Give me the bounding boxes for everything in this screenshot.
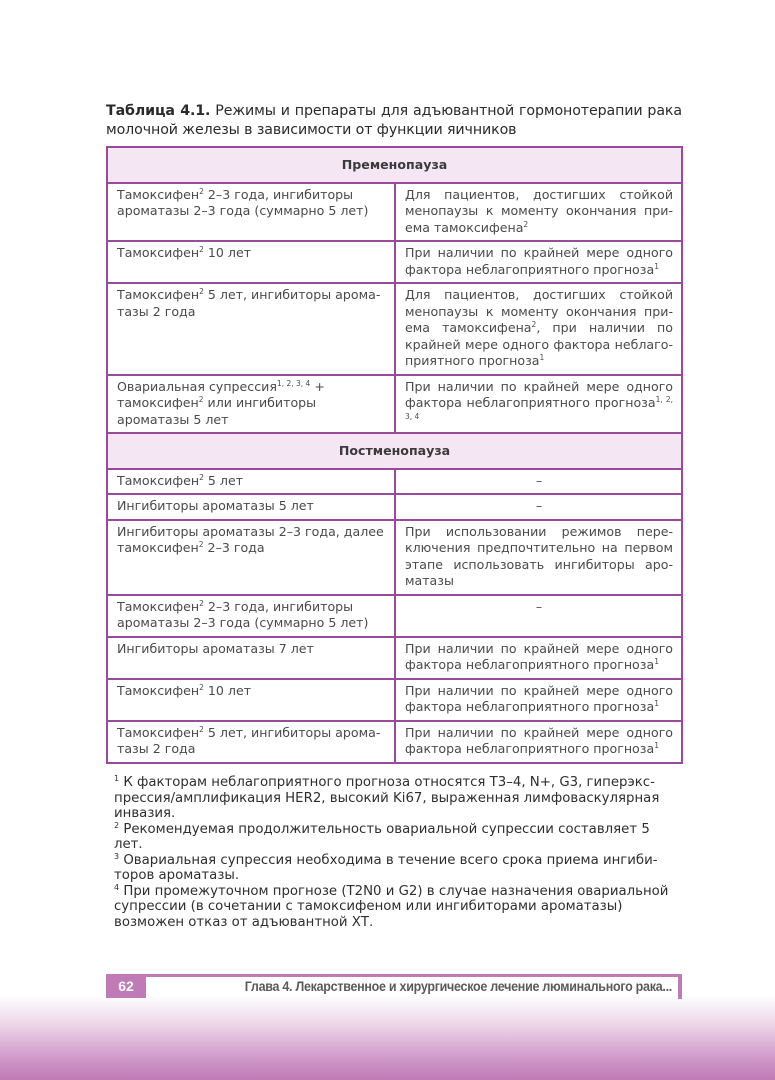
table-caption-label: Таблица 4.1. xyxy=(106,103,211,119)
footnotes xyxy=(114,775,680,930)
cell-text: При наличии по крайней мере одного фактора неблагоприятного прогноза xyxy=(405,682,674,714)
footnote-ref: 2 xyxy=(199,724,204,734)
footnote-text: При промежуточном прогнозе (T2N0 и G2) в случае назначения овариальной супрессии (в сочетании с тамоксифеном или ингибиторами ароматазы) возможен отказ от адъювантной ХТ. xyxy=(114,883,669,930)
footnote-ref: 2 xyxy=(199,598,204,608)
note-cell xyxy=(395,494,682,520)
cell-text: Тамоксифен xyxy=(117,287,200,302)
cell-text: + тамоксифен xyxy=(117,378,325,410)
footnote xyxy=(114,822,680,853)
note-cell xyxy=(395,595,682,637)
cell-text: – xyxy=(535,498,543,513)
cell-text: Ингибиторы ароматазы 5 лет xyxy=(117,498,314,513)
footnote-ref: 1 xyxy=(539,353,545,362)
regimen-cell xyxy=(107,679,395,721)
note-cell xyxy=(395,679,682,721)
table-row xyxy=(107,520,682,595)
regimens-table xyxy=(106,146,683,764)
table-row xyxy=(107,469,682,495)
section-title: Постменопауза xyxy=(107,433,682,469)
cell-text: 10 лет xyxy=(203,682,252,698)
footnote-ref: 2 xyxy=(198,540,204,549)
cell-text: – xyxy=(535,472,543,488)
table-row xyxy=(107,637,682,679)
footnote-ref: 2 xyxy=(198,395,204,404)
cell-text: Ингибиторы ароматазы 7 лет xyxy=(117,640,314,656)
cell-text: 2–3 года, ингибиторы ароматазы 2–3 года (суммарно 5 лет) xyxy=(117,598,369,630)
regimen-cell xyxy=(107,183,395,242)
section-header-row xyxy=(107,147,682,183)
running-head: Глава 4. Лекарственное и хирургическое лечение люминального рака... xyxy=(244,979,673,994)
cell-text: – xyxy=(535,598,543,614)
footnote xyxy=(114,853,680,884)
regimen-cell xyxy=(107,469,395,495)
footnote-ref: 1 xyxy=(654,657,659,666)
footnote-ref: 2 xyxy=(199,186,204,196)
footnote-mark: 4 xyxy=(114,882,120,892)
footnote-mark: 2 xyxy=(114,820,120,830)
footnote-text: Овариальная супрессия необходима в течение всего срока приема ингибиторов ароматазы. xyxy=(114,852,658,883)
footnote-ref: 2 xyxy=(199,682,204,692)
note-cell xyxy=(395,241,682,283)
footnote-text: К факторам неблагоприятного прогноза относятся T3–4, N+, G3, гиперэкспрессия/амплификация HER2, высокий Ki67, выраженная лимфоваскулярная инвазия. xyxy=(114,775,660,821)
regimen-cell xyxy=(107,721,395,763)
cell-text: 5 лет, ингибиторы ароматазы 2 года xyxy=(117,724,381,756)
cell-text: 5 лет xyxy=(203,472,244,488)
footnote-ref: 1 xyxy=(654,699,659,708)
cell-text: При наличии по крайней мере одного фактора неблагоприятного прогноза xyxy=(405,378,674,410)
page-bottom-gradient xyxy=(0,995,775,1080)
note-cell xyxy=(395,469,682,495)
footnote-ref: 2 xyxy=(199,287,204,296)
table-row xyxy=(107,283,682,375)
cell-text: Тамоксифен xyxy=(117,682,200,698)
cell-text: 2–3 года, ингибиторы ароматазы 2–3 года (суммарно 5 лет) xyxy=(117,186,369,218)
footnote xyxy=(114,884,680,931)
table-row xyxy=(107,721,682,763)
note-cell xyxy=(395,283,682,375)
table-row xyxy=(107,183,682,242)
cell-text: Тамоксифен xyxy=(117,472,200,488)
note-cell xyxy=(395,721,682,763)
cell-text: Ингибиторы ароматазы 2–3 года, далее тамоксифен xyxy=(117,523,384,555)
cell-text: При наличии по крайней мере одного фактора неблагоприятного прогноза xyxy=(405,245,674,277)
footnote-ref: 2 xyxy=(199,245,204,254)
regimen-cell xyxy=(107,637,395,679)
cell-text: Тамоксифен xyxy=(117,186,200,202)
note-cell xyxy=(395,375,682,434)
cell-text: При использовании режимов переключения предпочтительно на первом этапе использовать ингибиторы ароматазы xyxy=(405,523,674,588)
footnote-ref: 2 xyxy=(523,219,529,229)
cell-text: Тамоксифен xyxy=(117,598,200,614)
cell-text: 2–3 года xyxy=(203,540,265,555)
cell-text: Тамоксифен xyxy=(117,724,200,740)
cell-text: или ингибиторы ароматазы 5 лет xyxy=(117,395,317,427)
footer-rule-end xyxy=(678,974,682,999)
table-row xyxy=(107,595,682,637)
footnote-ref: 1 xyxy=(654,741,659,750)
section-title: Пременопауза xyxy=(107,147,682,183)
regimen-cell xyxy=(107,494,395,520)
regimen-cell xyxy=(107,241,395,283)
cell-text: Для пациентов, достигших стойкой менопаузы к моменту окончания приема тамоксифена xyxy=(405,186,674,235)
note-cell xyxy=(395,520,682,595)
cell-text: , при наличии по крайней мере одного фактора неблагоприятного прогноза xyxy=(405,320,674,368)
cell-text: Овариальная супрессия xyxy=(117,378,277,394)
regimen-cell xyxy=(107,283,395,375)
table-caption xyxy=(106,102,682,140)
footnote-ref: 2 xyxy=(531,320,537,329)
page-number: 62 xyxy=(106,974,146,998)
regimen-cell xyxy=(107,595,395,637)
footnote-ref: 1, 2, 3, 4 xyxy=(276,378,311,388)
footnote xyxy=(114,775,680,822)
table-row xyxy=(107,679,682,721)
cell-text: Тамоксифен xyxy=(117,245,200,260)
footnote-ref: 2 xyxy=(199,472,204,482)
footnote-ref: 1, 2, 3, 4 xyxy=(405,395,673,421)
cell-text: 5 лет, ингибиторы ароматазы 2 года xyxy=(117,287,381,319)
table-row xyxy=(107,241,682,283)
regimen-cell xyxy=(107,520,395,595)
cell-text: При наличии по крайней мере одного фактора неблагоприятного прогноза xyxy=(405,640,674,672)
footnote-text: Рекомендуемая продолжительность овариальной супрессии составляет 5 лет. xyxy=(114,821,650,852)
cell-text: При наличии по крайней мере одного фактора неблагоприятного прогноза xyxy=(405,724,674,756)
footnote-mark: 3 xyxy=(114,851,120,861)
cell-text: 10 лет xyxy=(203,245,252,260)
table-caption-text: Режимы и препараты для адъювантной гормонотерапии рака молочной железы в зависимости от функции яичников xyxy=(106,103,682,138)
note-cell xyxy=(395,637,682,679)
table-row xyxy=(107,494,682,520)
regimen-cell xyxy=(107,375,395,434)
footnote-mark: 1 xyxy=(114,774,120,783)
cell-text: Для пациентов, достигших стойкой менопаузы к моменту окончания приема тамоксифена xyxy=(405,287,674,335)
table-row xyxy=(107,375,682,434)
note-cell xyxy=(395,183,682,242)
section-header-row xyxy=(107,433,682,469)
footnote-ref: 1 xyxy=(654,261,659,271)
